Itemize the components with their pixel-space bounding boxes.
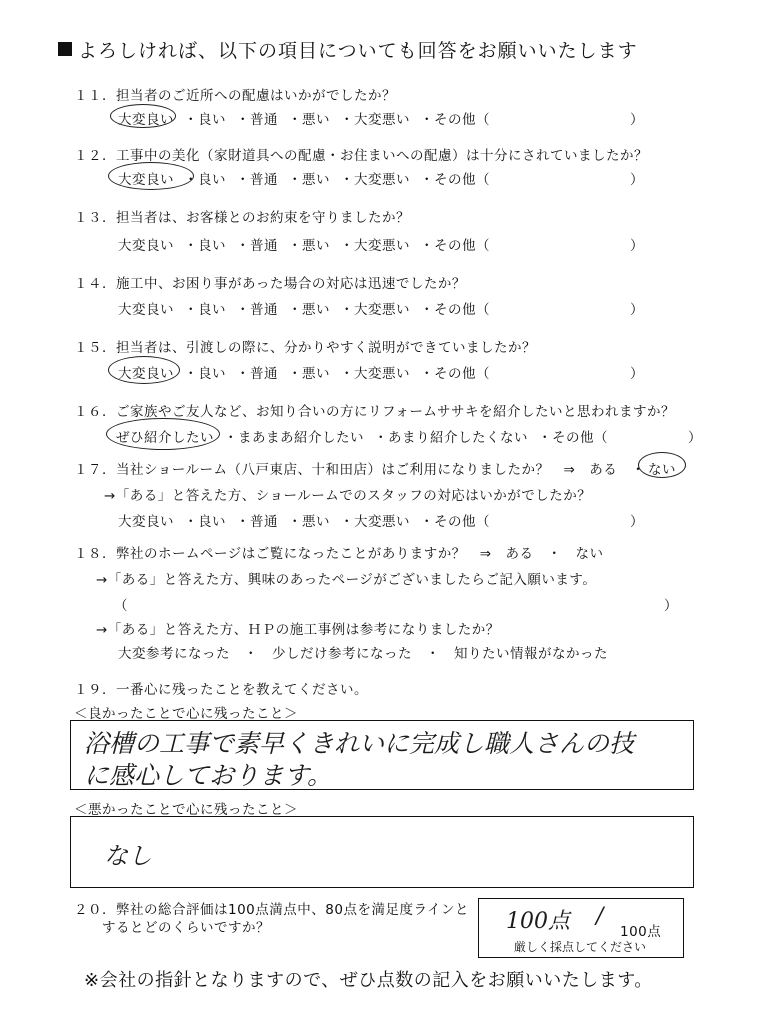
- question-16: １６．ご家族やご友人など、お知り合いの方にリフォームササキを紹介したいと思われますか？: [74, 404, 676, 420]
- rating-option: 良い: [198, 302, 226, 318]
- separator-dot: ・: [184, 302, 198, 318]
- separator-dot: ・: [236, 238, 250, 254]
- separator-dot: ・: [236, 366, 250, 382]
- question-19: １９．一番心に残ったことを教えてください。: [74, 682, 368, 698]
- rating-option: 良い: [198, 366, 226, 382]
- option-16-4: その他（: [552, 430, 608, 446]
- option-16-3: あまり紹介したくない: [388, 430, 528, 446]
- question-18-sub1: →「ある」と答えた方、興味のあったページがございましたらご記入願います。: [96, 572, 597, 588]
- separator-dot: ・: [340, 302, 354, 318]
- rating-option: 悪い: [302, 238, 330, 254]
- survey-header: [58, 36, 638, 63]
- option-16-close: ）: [688, 430, 702, 446]
- separator-dot: ・: [184, 112, 198, 128]
- separator-dot: ・: [184, 366, 198, 382]
- question-15: １５．担当者は、引渡しの際に、分かりやすく説明ができていましたか？: [74, 340, 536, 356]
- separator-dot: ・: [288, 172, 302, 188]
- question-18: １８．弊社のホームページはご覧になったことがありますか？ ⇒ ある ・ ない: [74, 546, 604, 562]
- rating-option: その他（: [434, 514, 490, 530]
- question-18-options: 大変参考になった ・ 少しだけ参考になった ・ 知りたい情報がなかった: [118, 646, 608, 662]
- q19-bad-label: ＜悪かったことで心に残ったこと＞: [74, 802, 298, 818]
- rating-option: 大変悪い: [354, 514, 410, 530]
- rating-option: 悪い: [302, 172, 330, 188]
- selection-circle-16: [106, 418, 220, 450]
- rating-option: その他（: [434, 238, 490, 254]
- rating-option: 大変悪い: [354, 302, 410, 318]
- question-13: １３．担当者は、お客様とのお約束を守りましたか？: [74, 210, 410, 226]
- separator-dot: ・: [184, 172, 198, 188]
- question-17: １７．当社ショールーム（八戸東店、十和田店）はご利用になりましたか？ ⇒ ある ・: [74, 462, 646, 478]
- rating-option: 良い: [198, 238, 226, 254]
- rating-option: 普通: [250, 112, 278, 128]
- question-12: １２．工事中の美化（家財道具への配慮・お住まいへの配慮）は十分にされていましたか？: [74, 148, 648, 164]
- question-20-line1: ２０．弊社の総合評価は100点満点中、80点を満足度ラインと: [74, 902, 470, 918]
- q17-no-option: ない: [648, 462, 676, 478]
- separator-dot: ・: [288, 302, 302, 318]
- rating-option: 良い: [198, 112, 226, 128]
- q20-note: 厳しく採点してください: [514, 940, 647, 954]
- separator-dot: ・: [288, 238, 302, 254]
- rating-option: 大変悪い: [354, 172, 410, 188]
- q20-slash: /: [596, 904, 604, 929]
- footer-note: ※会社の指針となりますので、ぜひ点数の記入をお願いいたします。: [84, 970, 653, 991]
- rating-option: 良い: [198, 514, 226, 530]
- rating-option-close-paren: ）: [630, 238, 644, 254]
- separator-dot: ・: [420, 514, 434, 530]
- q20-max-score: 100点: [620, 924, 662, 940]
- separator-dot: ・: [236, 302, 250, 318]
- options-row-16: ぜひ紹介したい ・まあまあ紹介したい ・あまり紹介したくない ・その他（: [116, 430, 608, 446]
- separator-dot: ・: [420, 366, 434, 382]
- separator-dot: ・: [420, 172, 434, 188]
- rating-option: 大変良い: [118, 172, 174, 188]
- rating-option: 悪い: [302, 112, 330, 128]
- option-16-2: まあまあ紹介したい: [238, 430, 364, 446]
- separator-dot: ・: [184, 238, 198, 254]
- q19-bad-answer-box: [70, 816, 694, 888]
- rating-option-close-paren: ）: [630, 366, 644, 382]
- selection-circle-15: [108, 356, 180, 384]
- separator-dot: ・: [420, 112, 434, 128]
- rating-option: 普通: [250, 514, 278, 530]
- rating-option: 良い: [198, 172, 226, 188]
- separator-dot: ・: [340, 514, 354, 530]
- selection-circle-17: [638, 452, 686, 478]
- rating-option: その他（: [434, 172, 490, 188]
- square-bullet-icon: [58, 42, 72, 56]
- question-11: １１．担当者のご近所への配慮はいかがでしたか？: [74, 88, 396, 104]
- separator-dot: ・: [184, 514, 198, 530]
- separator-dot: ・: [288, 514, 302, 530]
- separator-dot: ・: [236, 172, 250, 188]
- separator-dot: ・: [420, 238, 434, 254]
- rating-option: 大変良い: [118, 302, 174, 318]
- rating-option: 大変良い: [118, 112, 174, 128]
- q18-paren-close: ）: [664, 598, 678, 614]
- rating-option: 普通: [250, 302, 278, 318]
- separator-dot: ・: [340, 172, 354, 188]
- question-17-sub: →「ある」と答えた方、ショールームでのスタッフの対応はいかがでしたか？: [104, 488, 592, 504]
- rating-row-17: [118, 510, 644, 530]
- separator-dot: ・: [288, 112, 302, 128]
- rating-option-close-paren: ）: [630, 302, 644, 318]
- rating-option: 大変良い: [118, 366, 174, 382]
- q20-handwritten-score: 100点: [506, 909, 570, 934]
- q19-good-answer-line1: 浴槽の工事で素早くきれいに完成し職人さんの技: [84, 729, 635, 758]
- selection-circle-12: [108, 162, 194, 190]
- rating-option: 悪い: [302, 302, 330, 318]
- rating-option: その他（: [434, 302, 490, 318]
- separator-dot: ・: [236, 112, 250, 128]
- rating-option: 大変悪い: [354, 112, 410, 128]
- separator-dot: ・: [340, 238, 354, 254]
- rating-option-close-paren: ）: [630, 112, 644, 128]
- rating-option: 普通: [250, 366, 278, 382]
- rating-option: 普通: [250, 238, 278, 254]
- rating-option: 悪い: [302, 514, 330, 530]
- rating-option: 悪い: [302, 366, 330, 382]
- separator-dot: ・: [340, 366, 354, 382]
- rating-option-close-paren: ）: [630, 514, 644, 530]
- rating-option: 大変良い: [118, 238, 174, 254]
- rating-option: その他（: [434, 366, 490, 382]
- separator-dot: ・: [236, 514, 250, 530]
- rating-option: 大変悪い: [354, 366, 410, 382]
- q19-good-label: ＜良かったことで心に残ったこと＞: [74, 706, 298, 722]
- separator-dot: ・: [288, 366, 302, 382]
- question-18-sub2: →「ある」と答えた方、ＨＰの施工事例は参考になりましたか？: [96, 622, 500, 638]
- q19-good-answer-line2: に感心しております。: [84, 761, 333, 790]
- header-text: よろしければ、以下の項目についても回答をお願いいたします: [78, 40, 638, 62]
- separator-dot: ・: [420, 302, 434, 318]
- rating-option: 大変良い: [118, 514, 174, 530]
- separator-dot: ・: [340, 112, 354, 128]
- q19-bad-answer: なし: [104, 842, 152, 870]
- rating-option-close-paren: ）: [630, 172, 644, 188]
- rating-option: 大変悪い: [354, 238, 410, 254]
- rating-option: 普通: [250, 172, 278, 188]
- question-20-line2: するとどのくらいですか？: [102, 920, 270, 936]
- q18-paren-open: （: [114, 598, 128, 614]
- selection-circle-11: [110, 104, 176, 128]
- rating-row-13: [118, 234, 644, 254]
- rating-row-14: [118, 298, 644, 318]
- rating-option: その他（: [434, 112, 490, 128]
- option-16-1: ぜひ紹介したい: [116, 430, 214, 446]
- question-14: １４．施工中、お困り事があった場合の対応は迅速でしたか？: [74, 276, 466, 292]
